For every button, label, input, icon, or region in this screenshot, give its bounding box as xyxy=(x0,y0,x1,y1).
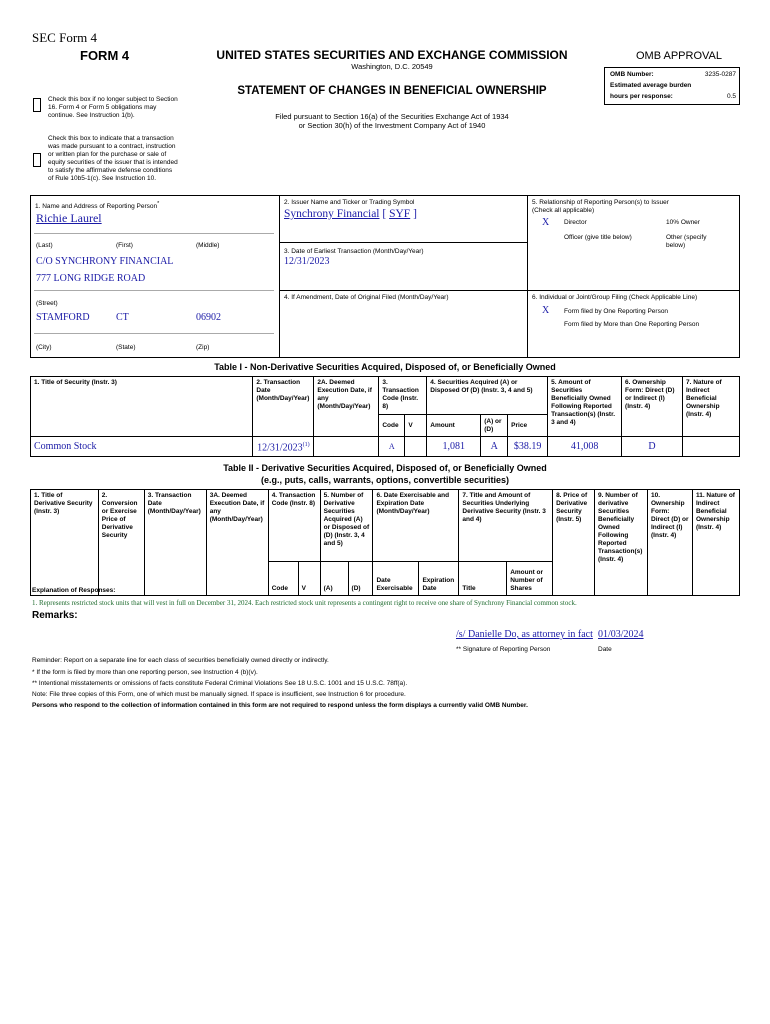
t1-row-price: $38.19 xyxy=(508,437,548,457)
t1-row-v xyxy=(405,437,427,457)
state-label: (State) xyxy=(116,344,136,351)
t1-row-owned: 41,008 xyxy=(548,437,622,457)
t2-header-price: 8. Price of Derivative Security (Instr. 5) xyxy=(553,490,595,596)
city-label: (City) xyxy=(36,344,52,351)
t1-header-deemed: 2A. Deemed Execution Date, if any (Month/Day/Year) xyxy=(314,377,379,437)
table2-subtitle: (e.g., puts, calls, warrants, options, convertible securities) xyxy=(260,475,510,485)
no-longer-subject-text: Check this box if no longer subject to Section 16. Form 4 or Form 5 obligations may continue. See Instruction 1(b). xyxy=(48,96,178,119)
note-multiple-persons: * If the form is filed by more than one reporting person, see Instruction 4 (b)(v). xyxy=(32,669,258,676)
t2-subheader-v: V xyxy=(298,562,320,596)
t1-header-title: 1. Title of Security (Instr. 3) xyxy=(31,377,253,437)
t2-subheader-title: Title xyxy=(459,562,507,596)
amendment-label: 4. If Amendment, Date of Original Filed (Month/Day/Year) xyxy=(284,294,449,301)
address-line-1: C/O SYNCHRONY FINANCIAL xyxy=(36,256,174,267)
issuer-name-link[interactable]: Synchrony Financial xyxy=(284,208,380,220)
zip-value: 06902 xyxy=(196,312,221,323)
t1-header-acquired: 4. Securities Acquired (A) or Disposed Of (D) (Instr. 3, 4 and 5) xyxy=(427,377,548,415)
issuer-label: 2. Issuer Name and Ticker or Trading Symbol xyxy=(284,199,415,206)
remarks-label: Remarks: xyxy=(32,610,78,621)
t1-subheader-v: V xyxy=(405,415,427,437)
relationship-label: 5. Relationship of Reporting Person(s) to Issuer xyxy=(532,199,669,206)
reporting-person-label: 1. Name and Address of Reporting Person* xyxy=(35,201,160,211)
note-omb-requirement: Persons who respond to the collection of information contained in this form are not required to respond unless the form displays a currently valid OMB Number. xyxy=(32,702,528,709)
earliest-date-value: 12/31/2023 xyxy=(284,256,330,267)
table1 xyxy=(30,376,740,457)
more-person-label: Form filed by More than One Reporting Person xyxy=(564,321,700,328)
director-label: Director xyxy=(564,219,587,226)
t2-header-nature: 11. Nature of Indirect Beneficial Ownership (Instr. 4) xyxy=(692,490,739,596)
other-label: Other (specify below) xyxy=(666,234,707,249)
signature-date-label: Date xyxy=(598,646,612,653)
last-name-label: (Last) xyxy=(36,242,53,249)
one-person-check-mark[interactable]: X xyxy=(542,305,550,316)
t2-header-number: 5. Number of Derivative Securities Acquired (A) or Disposed of (D) (Instr. 3, 4 and 5) xyxy=(320,490,373,562)
t1-header-code: 3. Transaction Code (Instr. 8) xyxy=(379,377,427,415)
signature-date-value[interactable]: 01/03/2024 xyxy=(598,629,644,640)
ten-percent-owner-label: 10% Owner xyxy=(666,219,700,226)
commission-location: Washington, D.C. 20549 xyxy=(351,62,433,71)
no-longer-subject-checkbox[interactable] xyxy=(33,98,41,112)
director-check-mark[interactable]: X xyxy=(542,217,550,228)
form-title: FORM 4 xyxy=(80,48,130,63)
first-name-label: (First) xyxy=(116,242,133,249)
table-row xyxy=(31,437,740,457)
earliest-date-label: 3. Date of Earliest Transaction (Month/Day/Year) xyxy=(284,248,424,255)
t1-row-date: 12/31/2023$^{(1)}$ xyxy=(253,437,314,457)
t1-row-nature xyxy=(682,437,739,457)
t2-subheader-expiration: Expiration Date xyxy=(419,562,459,596)
t1-row-deemed xyxy=(314,437,379,457)
t2-header-owned: 9. Number of derivative Securities Beneficially Owned Following Reported Transaction(s) (Instr. 4) xyxy=(595,490,648,596)
sec-form-label: SEC Form 4 xyxy=(32,30,98,45)
t1-header-owned: 5. Amount of Securities Beneficially Owned Following Reported Transaction(s) (Instr. 3 and 4) xyxy=(548,377,622,437)
commission-title: UNITED STATES SECURITIES AND EXCHANGE COMMISSION xyxy=(216,48,568,62)
t2-header-exercisable: 6. Date Exercisable and Expiration Date (Month/Day/Year) xyxy=(373,490,459,562)
t1-row-aord: A xyxy=(481,437,508,457)
reporting-person-name[interactable]: Richie Laurel xyxy=(36,211,102,225)
signature-label: ** Signature of Reporting Person xyxy=(456,646,551,653)
street-label: (Street) xyxy=(36,300,58,307)
filed-pursuant-2: or Section 30(h) of the Investment Company Act of 1940 xyxy=(298,121,486,130)
city-value: STAMFORD xyxy=(36,312,90,323)
t2-subheader-a: (A) xyxy=(320,562,348,596)
rule-10b5-text: Check this box to indicate that a transaction was made pursuant to a contract, instruction or written plan for the purchase or sale of equity securities of the issuer that is intended to satisfy the affirmative defense conditions of Rule 10b5-1(c). See Instruction 10. xyxy=(48,135,178,182)
note-file-copies: Note: File three copies of this Form, one of which must be manually signed. If space is insufficient, see Instruction 6 for procedure. xyxy=(32,691,406,698)
t2-header-form: 10. Ownership Form: Direct (D) or Indirect (I) (Instr. 4) xyxy=(648,490,693,596)
t1-row-code: A xyxy=(379,437,405,457)
explanation-label: Explanation of Responses: xyxy=(32,587,116,594)
omb-burden-label: Estimated average burden xyxy=(610,82,692,89)
omb-title: OMB APPROVAL xyxy=(636,50,722,62)
t2-subheader-date-exercisable: Date Exercisable xyxy=(373,562,419,596)
issuer-ticker-link[interactable]: SYF xyxy=(389,208,411,220)
reminder-note: Reminder: Report on a separate line for each class of securities beneficially owned directly or indirectly. xyxy=(32,657,329,664)
relationship-sub: (Check all applicable) xyxy=(532,207,595,214)
issuer-name-ticker: Synchrony Financial [ SYF ] xyxy=(284,208,417,220)
t2-header-conversion: 2. Conversion or Exercise Price of Derivative Security xyxy=(98,490,144,596)
t1-subheader-price: Price xyxy=(508,415,548,437)
t1-header-date: 2. Transaction Date (Month/Day/Year) xyxy=(253,377,314,437)
t1-row-title: Common Stock xyxy=(31,437,253,457)
t2-subheader-amount: Amount or Number of Shares xyxy=(507,562,553,596)
t1-row-form: D xyxy=(622,437,683,457)
statement-title: STATEMENT OF CHANGES IN BENEFICIAL OWNERSHIP xyxy=(237,85,547,97)
t1-subheader-code: Code xyxy=(379,415,405,437)
signature-value[interactable]: /s/ Danielle Do, as attorney in fact xyxy=(456,629,593,640)
filed-pursuant-1: Filed pursuant to Section 16(a) of the Securities Exchange Act of 1934 xyxy=(275,112,509,121)
footnote-1: 1. Represents restricted stock units that will vest in full on December 31, 2024. Each restricted stock unit represents a contingent right to receive one share of Synchrony Financial common stock. xyxy=(32,599,577,607)
table1-title: Table I - Non-Derivative Securities Acquired, Disposed of, or Beneficially Owned xyxy=(214,362,556,372)
zip-label: (Zip) xyxy=(196,344,210,351)
t1-subheader-amount: Amount xyxy=(427,415,481,437)
table2-title: Table II - Derivative Securities Acquired, Disposed of, or Beneficially Owned xyxy=(223,463,547,473)
t2-header-date: 3. Transaction Date (Month/Day/Year) xyxy=(144,490,206,596)
t2-header-deemed: 3A. Deemed Execution Date, if any (Month/Day/Year) xyxy=(206,490,268,596)
t1-subheader-aord: (A) or (D) xyxy=(481,415,508,437)
note-misstatements: ** Intentional misstatements or omissions of facts constitute Federal Criminal Violations See 18 U.S.C. 1001 and 15 U.S.C. 78ff(a). xyxy=(32,680,408,687)
t1-header-nature: 7. Nature of Indirect Beneficial Ownership (Instr. 4) xyxy=(682,377,739,437)
t2-header-underlying: 7. Title and Amount of Securities Underlying Derivative Security (Instr. 3 and 4) xyxy=(459,490,553,562)
middle-name-label: (Middle) xyxy=(196,242,220,249)
officer-label: Officer (give title below) xyxy=(564,234,632,241)
omb-hours-value: 0.5 xyxy=(726,93,736,100)
t1-row-footnote[interactable]: (1) xyxy=(302,442,310,448)
t2-subheader-d: (D) xyxy=(348,562,373,596)
rule-10b5-checkbox[interactable] xyxy=(33,153,41,167)
t1-row-amount: 1,081 xyxy=(427,437,481,457)
t2-subheader-code: Code xyxy=(268,562,298,596)
omb-number-value: 3235-0287 xyxy=(704,71,736,78)
omb-number-label: OMB Number: xyxy=(610,71,654,78)
one-person-label: Form filed by One Reporting Person xyxy=(564,308,669,315)
address-line-2: 777 LONG RIDGE ROAD xyxy=(36,273,146,284)
filing-label: 6. Individual or Joint/Group Filing (Check Applicable Line) xyxy=(532,294,698,301)
table2 xyxy=(30,489,740,596)
t2-header-code: 4. Transaction Code (Instr. 8) xyxy=(268,490,320,562)
state-value: CT xyxy=(116,312,129,323)
t2-header-title: 1. Title of Derivative Security (Instr. 3) xyxy=(31,490,99,596)
t1-header-form: 6. Ownership Form: Direct (D) or Indirect (I) (Instr. 4) xyxy=(622,377,683,437)
omb-hours-label: hours per response: xyxy=(610,93,673,100)
